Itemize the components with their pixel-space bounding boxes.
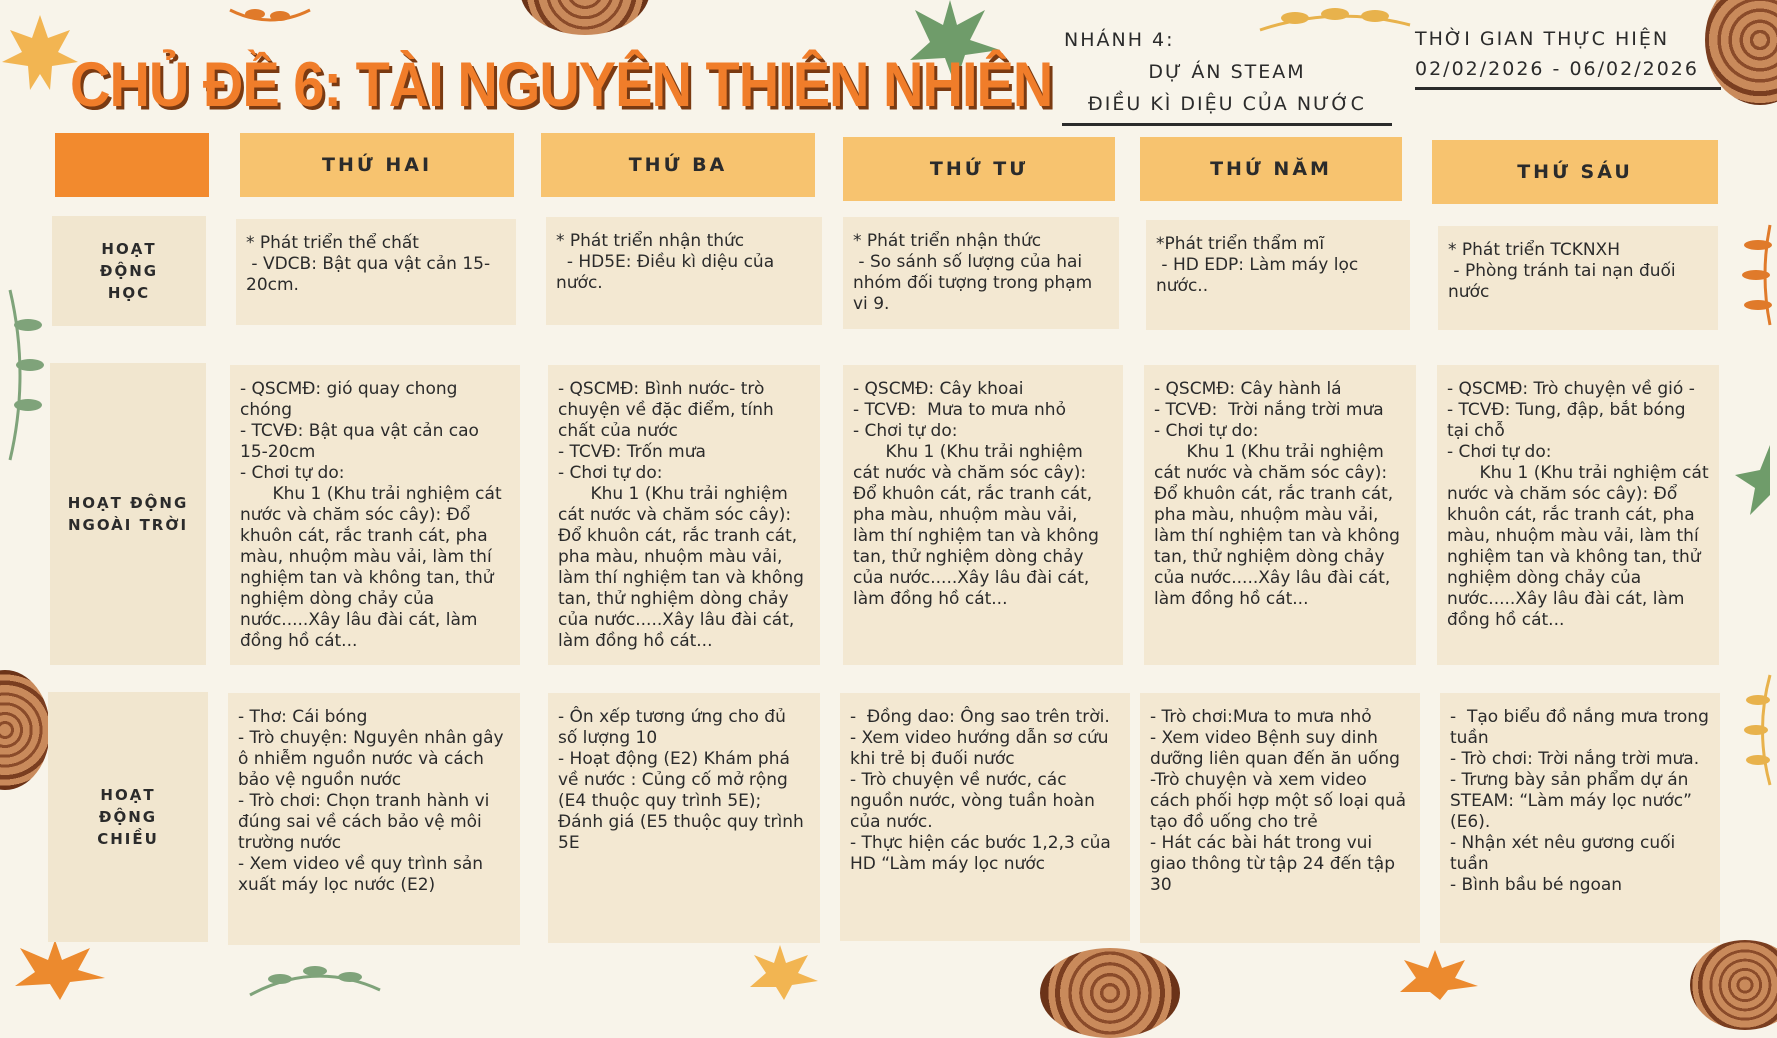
page-title: CHỦ ĐỀ 6: TÀI NGUYÊN THIÊN NHIÊN <box>70 49 1053 120</box>
row-label-hoat-dong-hoc: HOẠT ĐỘNG HỌC <box>52 216 206 326</box>
day-header-monday: THỨ HAI <box>240 133 514 197</box>
day-header-wednesday: THỨ TƯ <box>843 137 1115 201</box>
cell-ngoai-troi-wednesday: - QSCMĐ: Cây khoai - TCVĐ: Mưa to mưa nhỏ - Chơi tự do: Khu 1 (Khu trải nghiệm cát nước và chăm sóc cây): Đổ khuôn cát, rắc tranh cát, pha màu, nhuộm màu vải, làm thí nghiệm tan và không tan, thử nghiệm dòng chảy của nước.....Xây lâu đài cát, làm đồng hồ cát... <box>843 365 1123 665</box>
wood-slice-top <box>520 0 650 35</box>
cell-hoc-wednesday: * Phát triển nhận thức - So sánh số lượng của hai nhóm đối tượng trong phạm vi 9. <box>843 217 1119 329</box>
cell-chieu-friday: - Tạo biểu đồ nắng mưa trong tuần - Trò chơi: Trời nắng trời mưa. - Trưng bày sản phẩm dự án STEAM: “Làm máy lọc nước” (E6). - Nhận xét nêu gương cuối tuần - Bình bầu bé ngoan <box>1440 693 1720 943</box>
cell-hoc-friday: * Phát triển TCKNXH - Phòng tránh tai nạn đuối nước <box>1438 226 1718 330</box>
branch-info <box>1062 24 1392 120</box>
time-range: 02/02/2026 - 06/02/2026 <box>1415 58 1699 80</box>
leaf-branch-icon <box>225 0 315 40</box>
orange-maple-leaf-bottom-icon <box>0 940 110 1000</box>
cell-hoc-tuesday: * Phát triển nhận thức - HD5E: Điều kì diệu của nước. <box>546 217 822 325</box>
maple-leaf-icon <box>0 10 80 100</box>
yellow-maple-leaf-bottom-icon <box>740 945 820 1000</box>
branch-underline <box>1062 123 1392 126</box>
cell-chieu-monday: - Thơ: Cái bóng - Trò chuyện: Nguyên nhân gây ô nhiễm nguồn nước và cách bảo vệ nguồn nước - Trò chơi: Chọn tranh hành vi đúng sai về cách bảo vệ môi trường nước - Xem video về quy trình sản xuất máy lọc nước (E2) <box>228 693 520 945</box>
branch-project: DỰ ÁN STEAM <box>1148 61 1306 83</box>
yellow-leaf-branch-right-icon <box>1740 670 1777 790</box>
time-label: THỜI GIAN THỰC HIỆN <box>1415 28 1670 50</box>
row-label-hoat-dong-chieu: HOẠT ĐỘNG CHIỀU <box>48 692 208 942</box>
cell-hoc-monday: * Phát triển thể chất - VDCB: Bật qua vật cản 15-20cm. <box>236 219 516 325</box>
time-underline <box>1415 87 1721 90</box>
cell-ngoai-troi-monday: - QSCMĐ: gió quay chong chóng - TCVĐ: Bật qua vật cản cao 15-20cm - Chơi tự do: Khu 1 (Khu trải nghiệm cát nước và chăm sóc cây): Đổ khuôn cát, rắc tranh cát, pha màu, nhuộm màu vải, làm thí nghiệm tan và không tan, thử nghiệm dòng chảy của nước.....Xây lâu đài cát, làm đồng hồ cát... <box>230 365 520 665</box>
time-info <box>1415 24 1721 84</box>
corner-header <box>55 133 209 197</box>
day-header-friday: THỨ SÁU <box>1432 140 1718 204</box>
row-label-hoat-dong-ngoai-troi: HOẠT ĐỘNG NGOÀI TRỜI <box>50 363 206 665</box>
branch-label: NHÁNH 4: <box>1064 29 1175 51</box>
cell-ngoai-troi-thursday: - QSCMĐ: Cây hành lá - TCVĐ: Trời nắng trời mưa - Chơi tự do: Khu 1 (Khu trải nghiệm cát nước và chăm sóc cây): Đổ khuôn cát, rắc tranh cát, pha màu, nhuộm màu vải, làm thí nghiệm tan và không tan, thử nghiệm dòng chảy của nước.....Xây lâu đài cát, làm đồng hồ cát... <box>1144 365 1416 665</box>
cell-chieu-thursday: - Trò chơi:Mưa to mưa nhỏ - Xem video Bệnh suy dinh dưỡng liên quan đến ăn uống -Trò chuyện và xem video cách phối hợp một số loại quả tạo đồ uống cho trẻ - Hát các bài hát trong vui giao thông từ tập 24 đến tập 30 <box>1140 693 1420 943</box>
green-leaf-icon <box>1730 440 1777 520</box>
green-leaf-branch-icon <box>0 285 50 465</box>
day-header-thursday: THỨ NĂM <box>1140 137 1402 201</box>
branch-name: ĐIỀU KÌ DIỆU CỦA NƯỚC <box>1088 93 1366 115</box>
day-header-tuesday: THỨ BA <box>541 133 815 197</box>
cell-chieu-tuesday: - Ôn xếp tương ứng cho đủ số lượng 10 - Hoạt động (E2) Khám phá về nước : Củng cố mở rộng (E4 thuộc quy trình 5E); Đánh giá (E5 thuộc quy trình 5E <box>548 693 820 943</box>
cell-hoc-thursday: *Phát triển thẩm mĩ - HD EDP: Làm máy lọc nước.. <box>1146 220 1410 330</box>
orange-maple-leaf-bottom-right-icon <box>1390 950 1480 1000</box>
orange-leaf-branch-icon <box>1740 220 1777 330</box>
wood-slice-bottom-right <box>1690 940 1777 1030</box>
wood-slice-left <box>0 670 50 790</box>
cell-ngoai-troi-friday: - QSCMĐ: Trò chuyện về gió - - TCVĐ: Tung, đập, bắt bóng tại chỗ - Chơi tự do: Khu 1 (Khu trải nghiệm cát nước và chăm sóc cây): Đổ khuôn cát, rắc tranh cát, pha màu, nhuộm màu vải, làm thí nghiệm tan và không tan, thử nghiệm dòng chảy của nước.....Xây lâu đài cát, làm đồng hồ cát... <box>1437 365 1719 665</box>
cell-chieu-wednesday: - Đồng dao: Ông sao trên trời. - Xem video hướng dẫn sơ cứu khi trẻ bị đuối nước - Trò chuyện về nước, các nguồn nước, vòng tuần hoàn của nước. - Thực hiện các bước 1,2,3 của HD “Làm máy lọc nước <box>840 693 1130 941</box>
cell-ngoai-troi-tuesday: - QSCMĐ: Bình nước- trò chuyện về đặc điểm, tính chất của nước - TCVĐ: Trốn mưa - Chơi tự do: Khu 1 (Khu trải nghiệm cát nước và chăm sóc cây): Đổ khuôn cát, rắc tranh cát, pha màu, nhuộm màu vải, làm thí nghiệm tan và không tan, thử nghiệm dòng chảy của nước.....Xây lâu đài cát, làm đồng hồ cát... <box>548 365 820 665</box>
wood-slice-bottom <box>1040 948 1180 1038</box>
green-branch-bottom-icon <box>245 955 385 1000</box>
